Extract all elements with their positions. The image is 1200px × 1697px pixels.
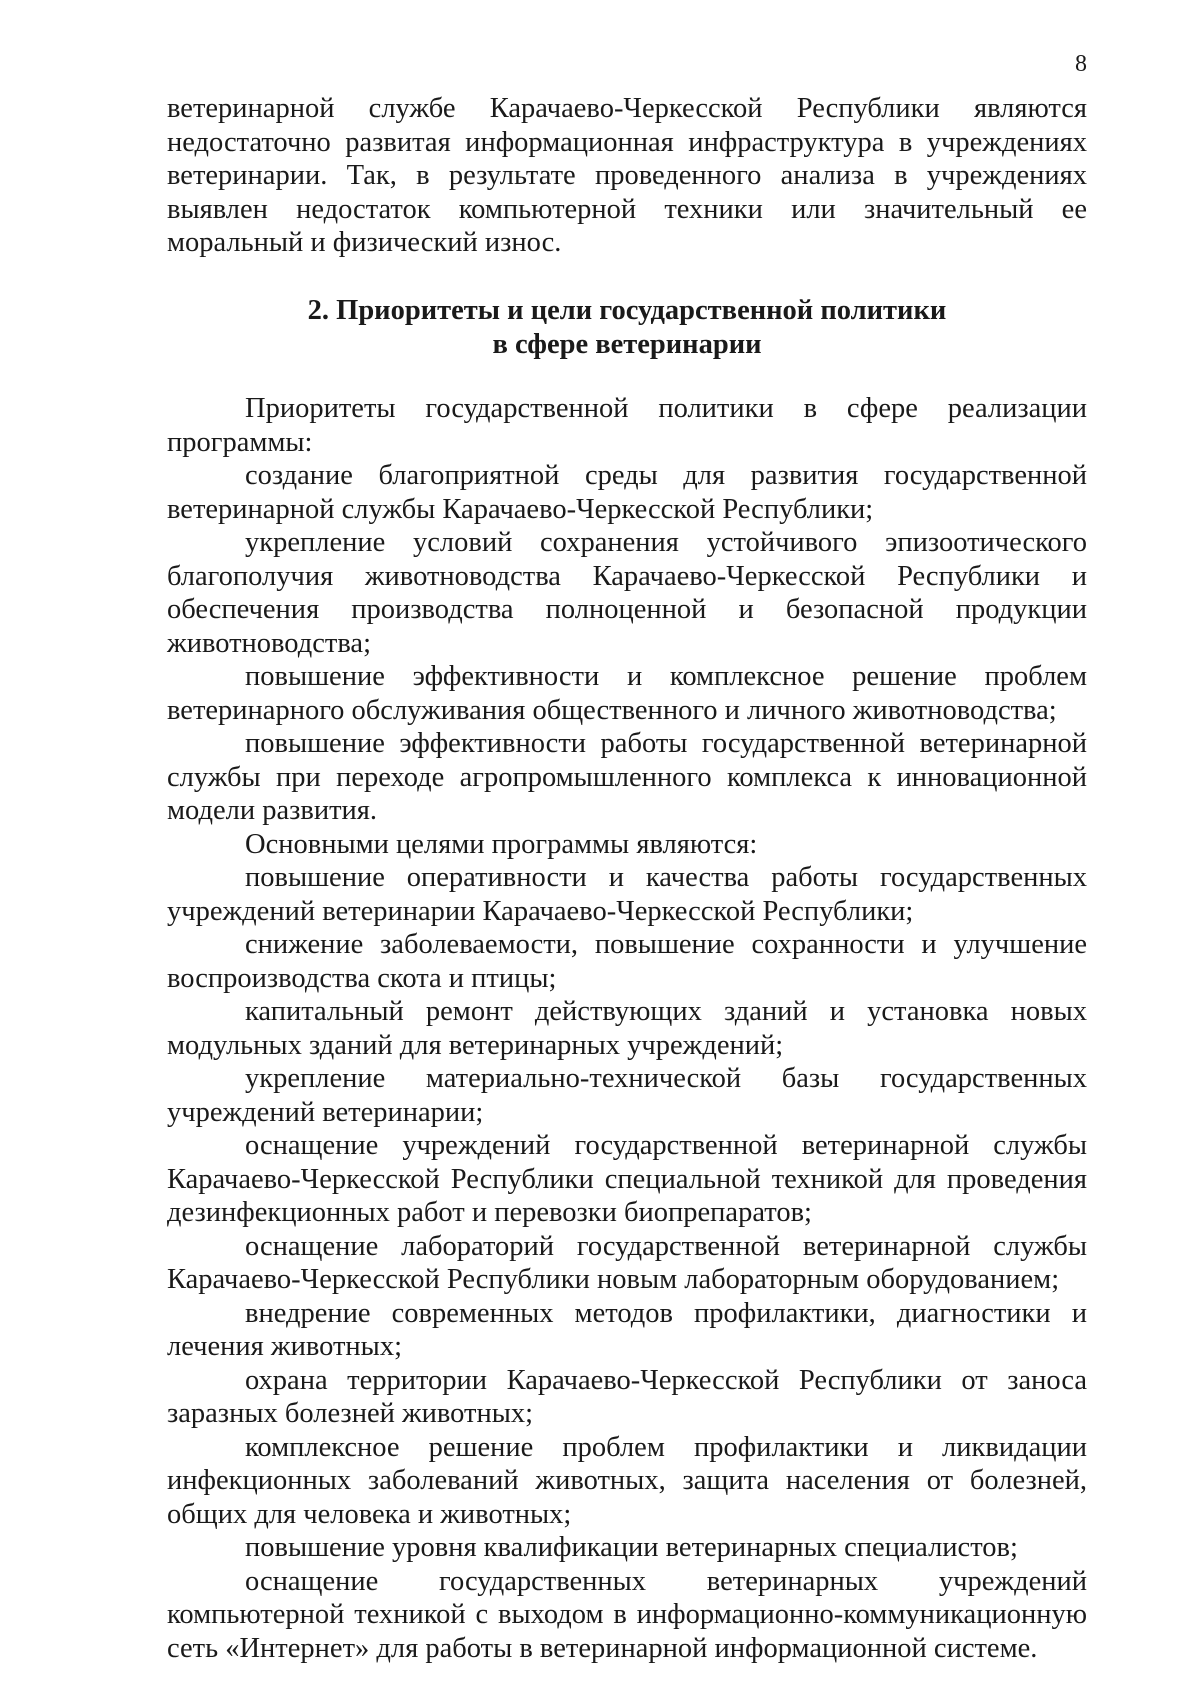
paragraph-goal-6: оснащение лабораторий государственной ветеринарной службы Карачаево-Черкесской Республики новым лабораторным оборудованием;	[167, 1230, 1087, 1295]
paragraph-priority-2: укрепление условий сохранения устойчивого эпизоотического благополучия животноводства Карачаево-Черкесской Республики и обеспечения производства полноценной и безопасной продукции животноводства;	[167, 527, 1087, 659]
paragraph-priority-3: повышение эффективности и комплексное решение проблем ветеринарного обслуживания общественного и личного животноводства;	[167, 661, 1087, 726]
page-number: 8	[1075, 51, 1087, 77]
paragraph-goal-5: оснащение учреждений государственной ветеринарной службы Карачаево-Черкесской Республики специальной техникой для проведения дезинфекционных работ и перевозки биопрепаратов;	[167, 1130, 1087, 1228]
paragraph-goal-1: повышение оперативности и качества работы государственных учреждений ветеринарии Карачаево-Черкесской Республики;	[167, 862, 1087, 927]
paragraph-priority-1: создание благоприятной среды для развития государственной ветеринарной службы Карачаево-Черкесской Республики;	[167, 460, 1087, 525]
paragraph-goal-8: охрана территории Карачаево-Черкесской Республики от заноса заразных болезней животных;	[167, 1364, 1087, 1429]
paragraph-goal-11: оснащение государственных ветеринарных учреждений компьютерной техникой с выходом в информационно-коммуникационную сеть «Интернет» для работы в ветеринарной информационной системе.	[167, 1565, 1087, 1664]
paragraph-goals-intro: Основными целями программы являются:	[245, 828, 758, 860]
section-heading-line-2: в сфере ветеринарии	[492, 328, 762, 360]
intro-block	[167, 92, 1087, 260]
paragraph-priority-4: повышение эффективности работы государственной ветеринарной службы при переходе агропромышленного комплекса к инновационной модели развития.	[167, 728, 1087, 826]
paragraph-goal-2: снижение заболеваемости, повышение сохранности и улучшение воспроизводства скота и птицы;	[167, 929, 1087, 994]
section-heading	[167, 294, 1087, 361]
paragraph-goal-3: капитальный ремонт действующих зданий и установка новых модульных зданий для ветеринарных учреждений;	[167, 996, 1087, 1061]
section-heading-line-1: 2. Приоритеты и цели государственной политики	[307, 295, 947, 326]
paragraph-goal-10: повышение уровня квалификации ветеринарных специалистов;	[245, 1532, 1018, 1563]
paragraph-priorities-intro: Приоритеты государственной политики в сфере реализации программы:	[167, 393, 1087, 458]
section-body	[167, 392, 1087, 1665]
intro-paragraph: ветеринарной службе Карачаево-Черкесской Республики являются недостаточно развитая информационная инфраструктура в учреждениях ветеринарии. Так, в результате проведенного анализа в учреждениях выявлен недостаток компьютерной техники или значительный ее моральный и физический износ.	[167, 93, 1087, 258]
paragraph-goal-9: комплексное решение проблем профилактики и ликвидации инфекционных заболеваний животных, защита населения от болезней, общих для человека и животных;	[167, 1431, 1087, 1530]
paragraph-goal-7: внедрение современных методов профилактики, диагностики и лечения животных;	[167, 1297, 1087, 1362]
paragraph-goal-4: укрепление материально-технической базы государственных учреждений ветеринарии;	[167, 1063, 1087, 1128]
